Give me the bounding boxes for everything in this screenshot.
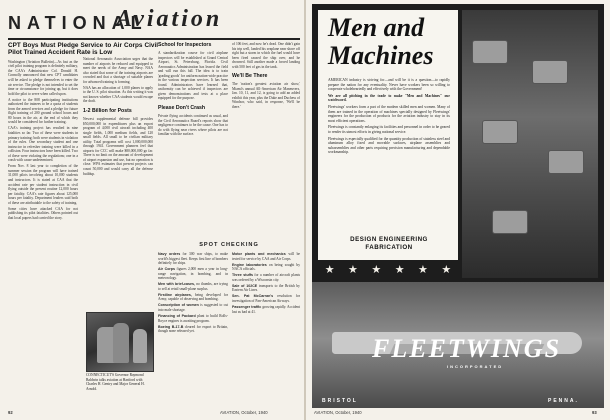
spot-column-2	[232, 252, 300, 410]
paragraph: A notice to the 808 participating institutions authorized the trainees to be a quota of students from the armed services and a pledge for future flight training of 200 ground school hours and 80 hours in the air, at the end of which they would be considered for further training.	[8, 97, 78, 125]
ad-service-line-2: FABRICATION	[365, 244, 413, 251]
spot-item-text: will be tested for service by CAA and Air Corps.	[232, 252, 300, 261]
ad-body-copy	[328, 78, 450, 157]
spot-item	[158, 282, 228, 291]
spot-item	[232, 284, 300, 293]
location-bristol: BRISTOL	[322, 398, 358, 404]
spot-item-lead: Men with brief-cases,	[158, 282, 196, 287]
spot-column-1	[158, 252, 228, 410]
spot-item-text: on being sought by NACA officials.	[232, 262, 300, 272]
machine-shape	[472, 40, 508, 64]
spot-item-text: no thumbs, are trying to sell at retail small-plane surplus.	[158, 282, 228, 291]
spot-item-text: plant to build Rolls-Royce engines is awaiting program.	[158, 314, 228, 323]
ad-title-line-2: Machines	[328, 41, 434, 70]
ad-paragraph: Fleetwings is especially qualified for the quantity production of stainless steel and aluminum alloy fixed and movable surfaces, airplane assemblies and subassemblies and other parts requiring precision manufacturing and dependable workmanship.	[328, 136, 450, 155]
paragraph: A standardization course for civil airplane inspectors will be established at Grand Central Airport, St. Petersburg, Florida. Civil Aeronautics Administration has leased the field and will run this fall. The idea is to train 'grading goods' for uniform nation-wide practice in the various inspection services. It has been found. Administrators have learned that, uniformity can be achieved if inspectors are given demonstrations and tests at a place equipped for the purpose.	[158, 51, 228, 101]
headline-well-be-there: We'll Be There	[232, 73, 268, 80]
spot-item-lead: Engine laboratories	[232, 262, 267, 267]
spot-item	[158, 252, 228, 266]
headline-dont-crash: Please Don't Crash	[158, 105, 206, 112]
star-icon: ★	[441, 264, 452, 276]
spot-item	[158, 267, 228, 281]
spot-item	[232, 294, 300, 303]
spot-item-lead: Sale of 102CE	[232, 283, 258, 288]
spot-item	[232, 252, 300, 261]
article-column-4	[232, 42, 300, 242]
paragraph: NAA has an allocation of 1,000 planes to apply to the U. S. pilot situation. As this writing it was not known whether CAA students would escape the draft.	[83, 85, 153, 104]
figure-silhouette	[133, 329, 147, 363]
factory-machines-photo	[462, 10, 598, 278]
photo-caption: CONNECTICUT'S Governor Raymond Baldwin talks aviation at Hartford with Charles H. Gentry and Major General H. Arnold.	[86, 373, 145, 391]
spot-item	[232, 273, 300, 282]
paragraph: Washington (Aviation Bulletin)—As fast as the civil pilot training program is definitely military, the CAA's Administrator Col. Donald H. Connolly announced that new CPT candidates will be asked to pledge themselves to enter the air service. The pledge is not intended to set the time or circumstance for joining up, but it does hold the pilot to serve when called upon.	[8, 59, 78, 96]
machine-shape	[532, 60, 568, 84]
paragraph: of 106 feet, and now he's dead. One didn't gain his trip well, landed his seaplane near shore off right but a storm in which the fuel would have been fired caused the ship over, and he drowned. Still another made a forced landing with 500 feet of gas in the tank.	[232, 42, 300, 69]
ad-title-line-1: Men and	[328, 13, 425, 42]
spot-item-lead: Conscription of women	[158, 303, 199, 308]
spot-item-lead: Motor plants and mechanics	[232, 252, 286, 256]
masthead-rule	[8, 38, 300, 40]
spot-checking-heading: SPOT CHECKING	[199, 242, 259, 248]
ad-paragraph: Fleetwings' workers form a part of the modern skilled men and women. Many of them are trained in the operation of machines specially designed by Fleetwings' engineers for the production of products for the aviation industry to stay in its most efficient operations.	[328, 104, 450, 123]
spot-item-lead: Passenger traffic	[232, 304, 262, 309]
spot-item	[158, 325, 228, 334]
paragraph: Newest supplemental defense bill provides $50,000,000 in expenditures plus an export program of 4,000 civil aircraft including 400 single fields, 1,000 medium fields, and 120 small fields. All small to be civilian military utility. Total programs will cost 1,000,000,000 through 1941. Government planners feel that airports for CCC will make $80,000,000 go far. There is no limit on the amount of development of airport expansion and use, but no operation is close. WPA estimates that present projects can count 50,000 and would carry all the defense buildup.	[83, 116, 153, 176]
spot-item-text: figures 2,000 men a year in long-range navigation, in bombing, and in meteorology.	[158, 267, 228, 281]
star-icon: ★	[324, 264, 335, 276]
article-column-2	[83, 57, 153, 307]
paragraph: Private flying accidents continued as usual, and the Civil Aeronautics Board's reports show that negligence continues to be the cause. One has to do with flying near rivers where pilots are not familiar with the surface.	[158, 114, 228, 137]
spot-item-text: for 300 war ships, to make world's biggest fleet. Keeps first line of bombers definitely for ships.	[158, 252, 228, 266]
star-icon: ★	[418, 264, 428, 276]
right-page-advertisement	[306, 0, 610, 420]
headline-cpt-pledge: CPT Boys Must Pledge Service to Air Corps Civil Pilot Trained Accident Rate is Low	[8, 42, 158, 57]
headline-billion-posts: 1-2 Billion for Posts	[83, 107, 132, 114]
spot-item-lead: Sen. Pat McCarran's	[232, 294, 274, 299]
paragraph: From Nov. 8 last year to completion of the summer session the program will have trained 31,000 pilots involving about 10,000 students and instructors. It is stated at CAA that the accident rate per student instruction in civil flying outside the present routine 12,000 hours per fatality. CAA's rate figures about 125,000 hours per fatality. Department leaders said both of these are attributable to the safety of training.	[8, 164, 78, 205]
spot-item-text: transports to the British by Eastern Air Lines.	[232, 283, 300, 293]
ad-paragraph: AMERICAN industry is striving for—and will be it is a question—to rapidly prepare the nation for any eventuality. Never have workers been so willing to cooperate wholeheartedly and effectively with the Government!	[328, 78, 450, 92]
fleetwings-logo: FLEETWINGS	[372, 334, 562, 363]
spot-item-lead: Air Corps	[158, 267, 175, 272]
ad-services	[328, 236, 450, 252]
spot-item-text: resolution for investigation of Pan-American Airways.	[232, 294, 300, 303]
machine-shape	[548, 150, 584, 174]
star-icon: ★	[371, 264, 382, 276]
fleetwings-ad	[312, 4, 604, 408]
page-number-left: 92	[8, 410, 13, 415]
spot-item	[232, 263, 300, 272]
masthead-national: NATIONAL	[8, 13, 148, 33]
left-page	[0, 0, 304, 420]
spot-item	[232, 305, 300, 314]
spot-item-lead: Navy orders	[158, 252, 181, 256]
spot-item-text: being developed for Army, capable of observing and bombing.	[158, 292, 228, 302]
spot-item	[158, 314, 228, 323]
page-footer-left: AVIATION, October, 1940	[220, 410, 268, 415]
paragraph: The 'nation's greatest aviation air show,' Miami's annual All-American Air Maneuvers, Jan. 10, 11, and 12, is going to add an added exhibit this year, plus the Duke and Duchess of Windsor, who said, in response, 'We'll be there.'	[232, 82, 300, 110]
ad-paragraph: Fleetwings is constantly enlarging its facilities and personnel in order to be geared to render its utmost efforts in giving national service.	[328, 125, 450, 134]
spot-item-lead: Boeing B-17-B	[158, 324, 184, 329]
machine-shape	[492, 210, 528, 234]
machine-shape	[482, 120, 518, 144]
paragraph: Some cities have attacked CAA for not publishing its pilot fatalities. Others pointed out that local papers had carried the story.	[8, 206, 78, 220]
spot-item-text: cleared for export to Britain, though none released yet.	[158, 324, 228, 334]
spot-item-text: is suggested to cut into male shortage.	[158, 303, 229, 313]
ad-service-line-1: DESIGN ENGINEERING	[350, 236, 428, 243]
spot-item-text: for a number of aircraft plants was ordered by a Wisconsin city.	[232, 273, 300, 282]
page-footer-right: AVIATION, October, 1940	[314, 410, 362, 415]
paragraph: CAA's training project has resulted in nine fatalities so far. Two of these were students in primary training; both were students in violation of the rules. One secondary student and one instructor in refresher training were killed in a collision. Four instructors have been killed. Two of these were violating the regulations; one in a crash with cause undetermined.	[8, 126, 78, 163]
spot-item	[158, 303, 228, 312]
spot-item-lead: Three stuffs	[232, 273, 254, 278]
spot-item-lead: Financing of Packard	[158, 314, 196, 319]
headline-school-inspectors: School for Inspectors	[158, 42, 212, 48]
spot-item	[158, 293, 228, 302]
star-icon: ★	[394, 264, 405, 276]
ad-paragraph: We are all pitching in the trade to make "Men and Machines" our watchword.	[328, 93, 450, 103]
article-column-3	[158, 42, 228, 242]
star-icon: ★	[348, 264, 358, 276]
fleetwings-incorporated: INCORPORATED	[447, 364, 504, 369]
star-row	[318, 262, 458, 278]
masthead-aviation-logo: Aviation	[116, 6, 223, 32]
governor-photo	[86, 312, 154, 372]
spot-item-lead: Firstline airplanes,	[158, 292, 192, 297]
page-number-right: 93	[592, 410, 597, 415]
spot-item-text: growing rapidly. Accident last as bad at 41.	[232, 304, 300, 314]
figure-silhouette	[113, 323, 129, 363]
ad-copy-panel	[318, 10, 458, 260]
paragraph: National Aeronautic Association urges that the number of airports be reduced and equipped to meet the needs of the Army and Navy. NAA also stated that some of the training airports are crowded and that a shortage of suitable planes for advanced training is forming.	[83, 57, 153, 84]
masthead	[8, 4, 300, 38]
ad-title	[328, 14, 433, 70]
location-penna: PENNA.	[548, 398, 579, 404]
